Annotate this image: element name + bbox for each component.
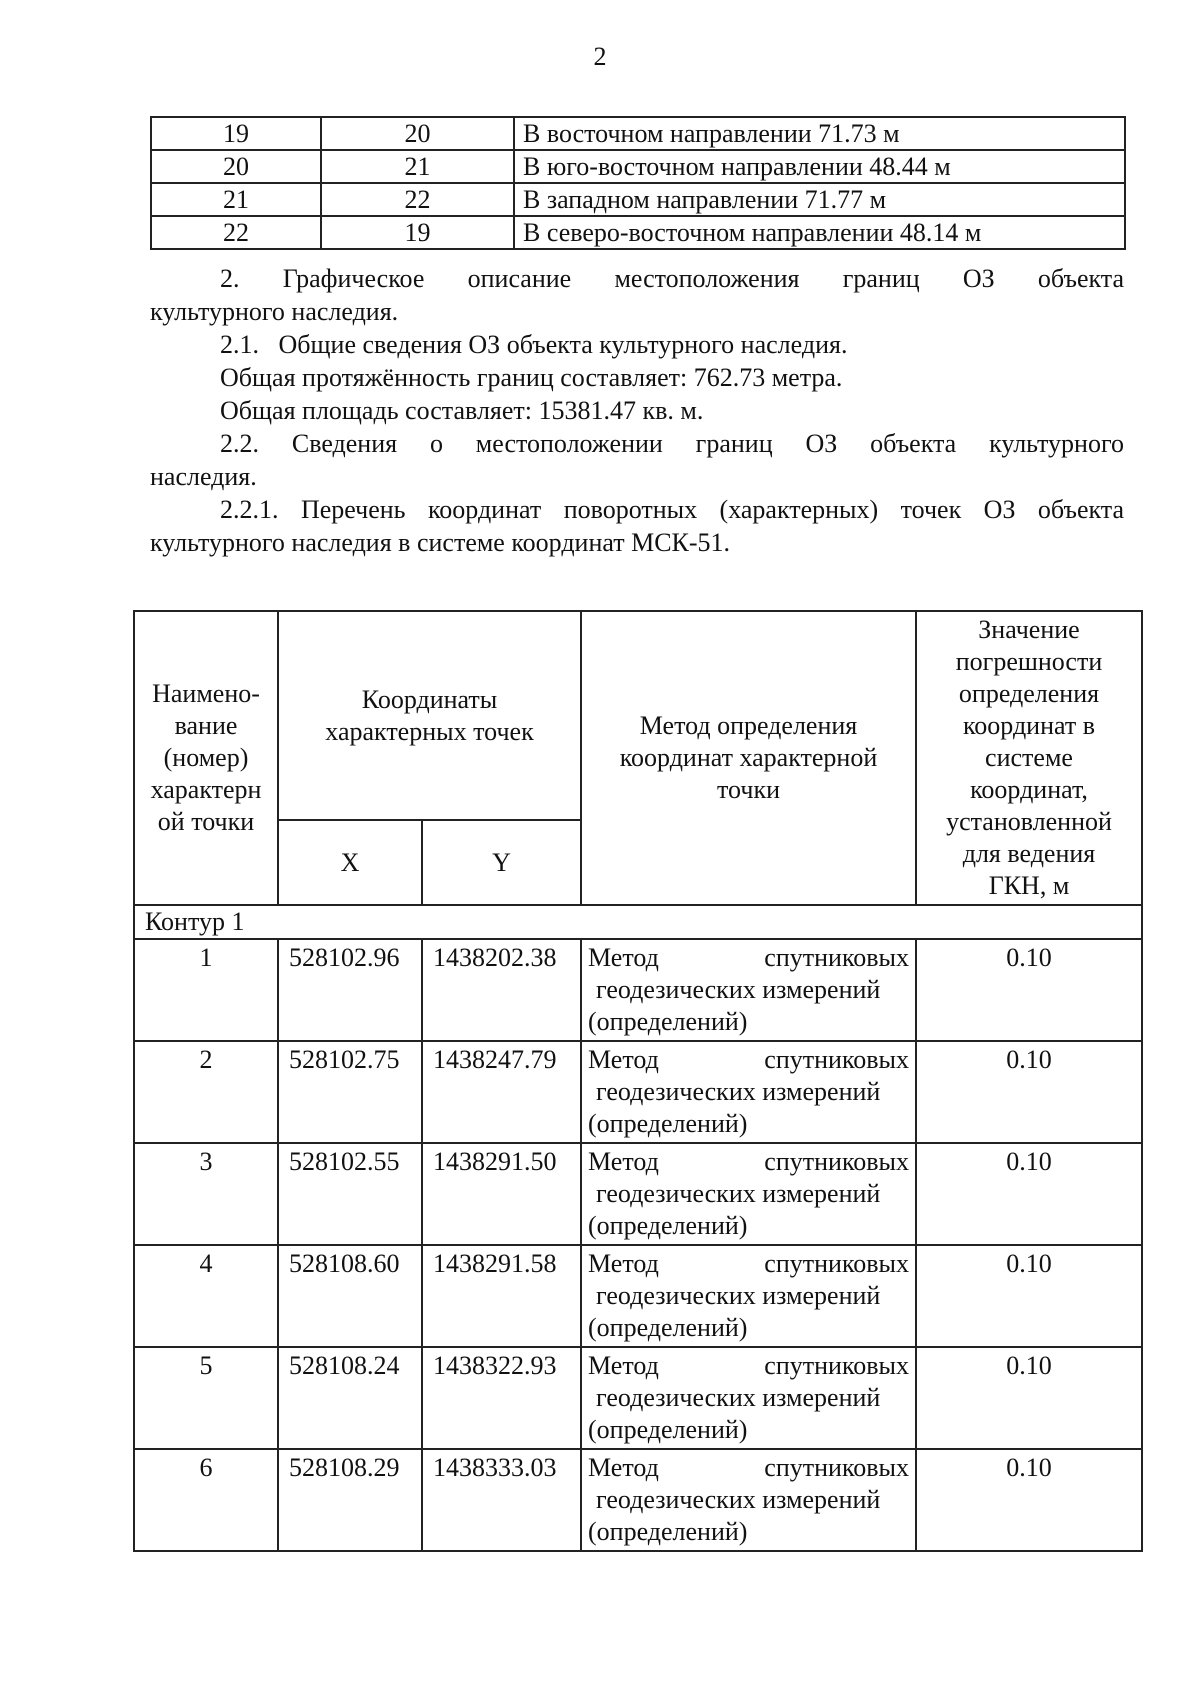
section-2-heading-line1: 2. Графическое описание местоположения границ ОЗ объекта (220, 264, 1124, 293)
section-2-1-heading (150, 328, 1124, 361)
edge-row (151, 216, 1125, 249)
edge-description: В северо-восточном направлении 48.14 м (514, 216, 1125, 249)
point-x: 528102.96 (278, 939, 422, 1041)
edge-description: В восточном направлении 71.73 м (514, 117, 1125, 150)
method-line3: (определений) (588, 1415, 748, 1444)
method-word1: Метод (588, 1147, 659, 1176)
edge-from: 19 (151, 117, 321, 150)
method-word1: Метод (588, 943, 659, 972)
header-accuracy: Значение погрешности определения координат в системе координат, установленной для ведения ГКН, м (916, 611, 1142, 905)
point-number: 4 (134, 1245, 278, 1347)
header-point-name: Наимено- вание (номер) характерн ой точки (134, 611, 278, 905)
edge-from: 21 (151, 183, 321, 216)
edge-from: 22 (151, 216, 321, 249)
point-number: 2 (134, 1041, 278, 1143)
header-x: X (278, 820, 422, 905)
method-word2: спутниковых (764, 1045, 909, 1074)
edge-from: 20 (151, 150, 321, 183)
section-2-heading-line2: культурного наследия. (150, 297, 399, 326)
point-x: 528108.24 (278, 1347, 422, 1449)
method-line2: геодезических измерений (596, 1077, 881, 1106)
method-word2: спутниковых (764, 1453, 909, 1482)
edge-to: 20 (321, 117, 514, 150)
method-line2: геодезических измерений (596, 1281, 881, 1310)
page-number: 2 (593, 42, 607, 71)
point-y: 1438291.50 (422, 1143, 581, 1245)
point-accuracy: 0.10 (916, 1143, 1142, 1245)
method-line3: (определений) (588, 1313, 748, 1342)
header-coordinates: Координаты характерных точек (278, 611, 581, 820)
point-accuracy: 0.10 (916, 939, 1142, 1041)
point-method (581, 1143, 916, 1245)
point-x: 528108.29 (278, 1449, 422, 1551)
boundary-edges-table (150, 116, 1126, 250)
method-word1: Метод (588, 1249, 659, 1278)
edge-to: 19 (321, 216, 514, 249)
method-word1: Метод (588, 1453, 659, 1482)
point-number: 5 (134, 1347, 278, 1449)
point-y: 1438202.38 (422, 939, 581, 1041)
method-line3: (определений) (588, 1007, 748, 1036)
point-accuracy: 0.10 (916, 1347, 1142, 1449)
point-accuracy: 0.10 (916, 1449, 1142, 1551)
contour-label: Контур 1 (134, 905, 1142, 939)
edge-description: В западном направлении 71.77 м (514, 183, 1125, 216)
section-2-2-heading-line2: наследия. (150, 462, 257, 491)
method-line2: геодезических измерений (596, 975, 881, 1004)
method-word1: Метод (588, 1351, 659, 1380)
total-area-text: Общая площадь составляет: 15381.47 кв. м. (220, 396, 704, 425)
method-line2: геодезических измерений (596, 1485, 881, 1514)
edge-row (151, 183, 1125, 216)
method-line2: геодезических измерений (596, 1179, 881, 1208)
point-x: 528108.60 (278, 1245, 422, 1347)
coordinate-row (134, 939, 1142, 1041)
point-y: 1438247.79 (422, 1041, 581, 1143)
point-method (581, 1245, 916, 1347)
edge-description: В юго-восточном направлении 48.44 м (514, 150, 1125, 183)
edge-row (151, 117, 1125, 150)
point-method (581, 939, 916, 1041)
method-line3: (определений) (588, 1211, 748, 1240)
coordinate-row (134, 1041, 1142, 1143)
method-word2: спутниковых (764, 943, 909, 972)
coordinate-row (134, 1449, 1142, 1551)
coordinate-row (134, 1245, 1142, 1347)
method-word1: Метод (588, 1045, 659, 1074)
point-y: 1438333.03 (422, 1449, 581, 1551)
point-method (581, 1041, 916, 1143)
coordinate-row (134, 1347, 1142, 1449)
section-2-1-text: Общие сведения ОЗ объекта культурного наследия. (278, 330, 848, 359)
point-number: 1 (134, 939, 278, 1041)
point-y: 1438322.93 (422, 1347, 581, 1449)
edge-row (151, 150, 1125, 183)
point-number: 6 (134, 1449, 278, 1551)
point-number: 3 (134, 1143, 278, 1245)
coordinate-row (134, 1143, 1142, 1245)
method-line3: (определений) (588, 1109, 748, 1138)
method-word2: спутниковых (764, 1147, 909, 1176)
section-2-2-1-heading-line2: культурного наследия в системе координат МСК-51. (150, 528, 731, 557)
coordinates-table (133, 610, 1143, 1552)
method-word2: спутниковых (764, 1249, 909, 1278)
method-line3: (определений) (588, 1517, 748, 1546)
point-y: 1438291.58 (422, 1245, 581, 1347)
section-2-2-1-heading-line1: 2.2.1. Перечень координат поворотных (характерных) точек ОЗ объекта (220, 495, 1124, 524)
section-2-1-label: 2.1. (220, 330, 259, 359)
point-x: 528102.75 (278, 1041, 422, 1143)
edge-to: 22 (321, 183, 514, 216)
total-length-text: Общая протяжённость границ составляет: 762.73 метра. (220, 363, 843, 392)
point-method (581, 1449, 916, 1551)
method-line2: геодезических измерений (596, 1383, 881, 1412)
point-accuracy: 0.10 (916, 1245, 1142, 1347)
edge-to: 21 (321, 150, 514, 183)
header-y: Y (422, 820, 581, 905)
section-2-2-heading-line1: 2.2. Сведения о местоположении границ ОЗ объекта культурного (220, 429, 1124, 458)
method-word2: спутниковых (764, 1351, 909, 1380)
header-method: Метод определения координат характерной точки (581, 611, 916, 905)
point-x: 528102.55 (278, 1143, 422, 1245)
point-accuracy: 0.10 (916, 1041, 1142, 1143)
point-method (581, 1347, 916, 1449)
